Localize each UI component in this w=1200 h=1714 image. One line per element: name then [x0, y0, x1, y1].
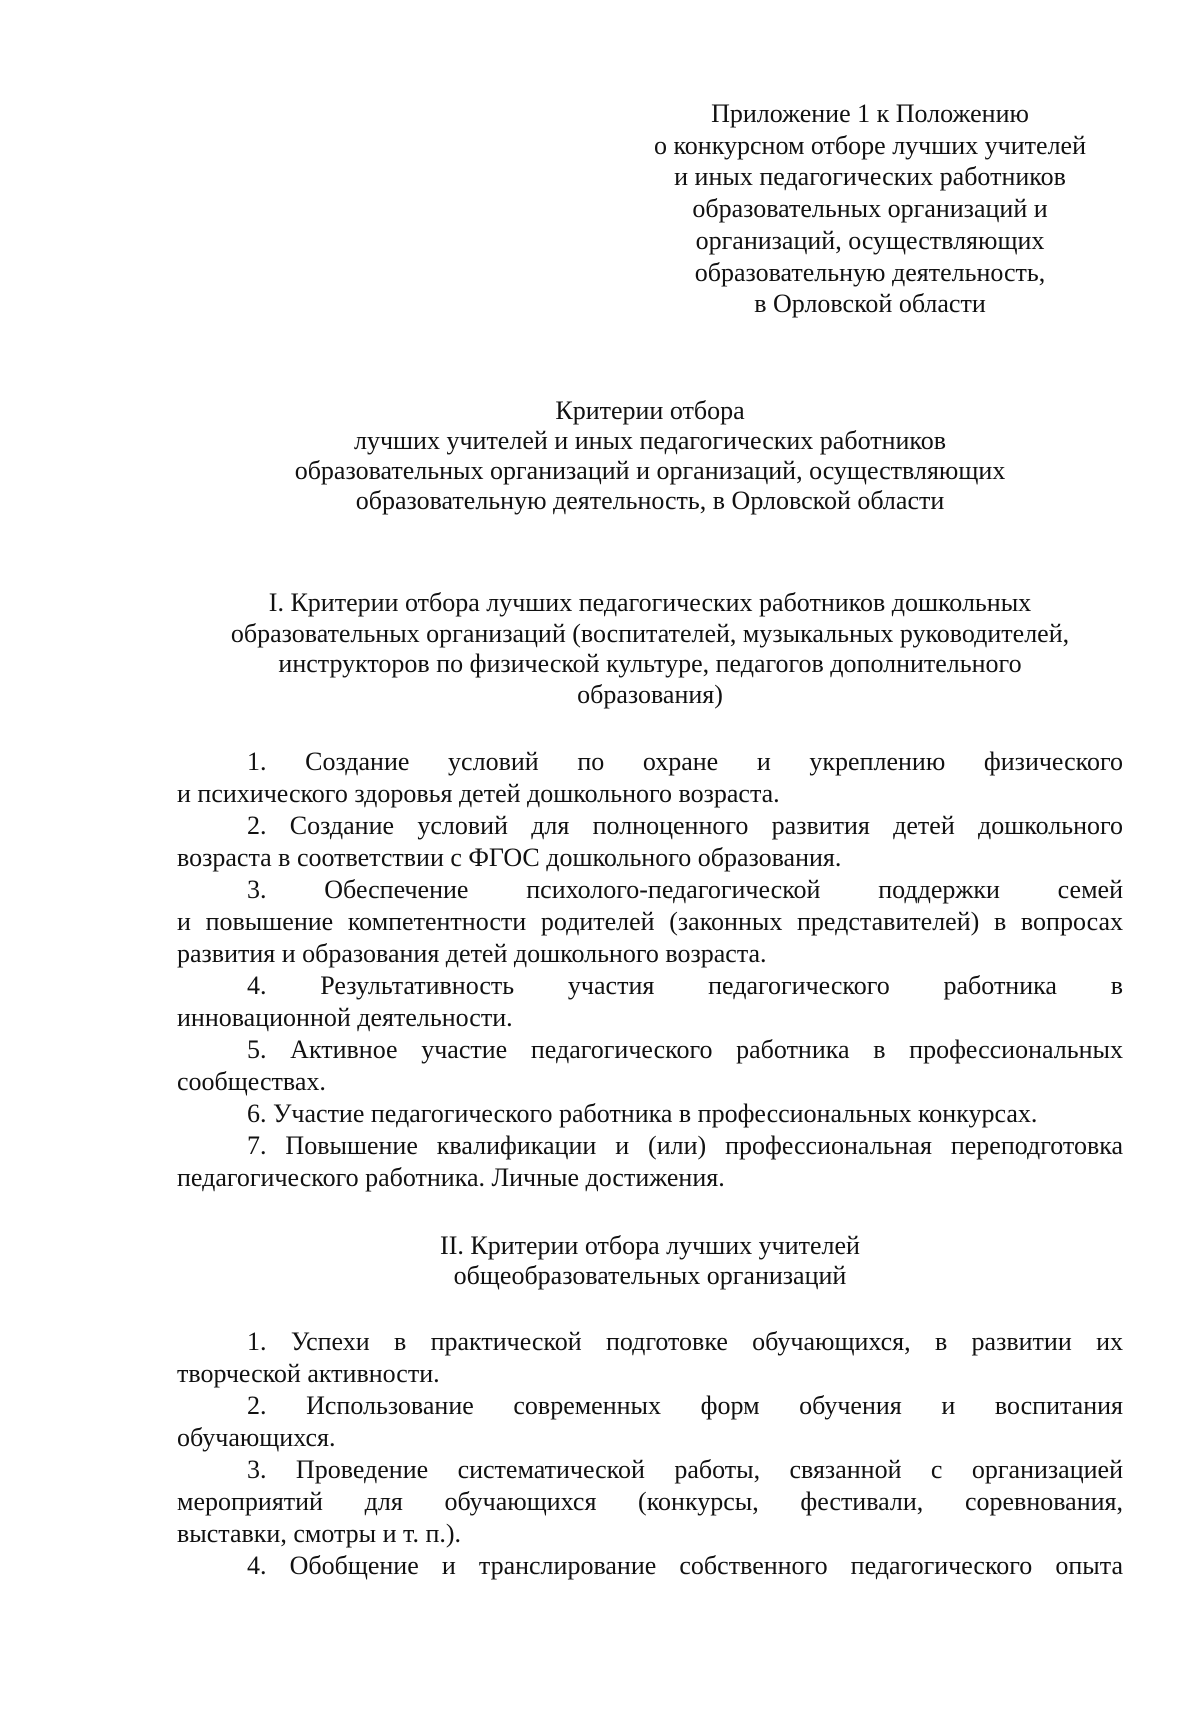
appendix-header [620, 98, 1120, 320]
criterion-item [177, 1550, 1123, 1582]
title-line: лучших учителей и иных педагогических работников [353, 426, 947, 455]
criterion-item [177, 1454, 1123, 1550]
criterion-line: 3. Проведение систематической работы, связанной с организацией [247, 1455, 1123, 1484]
criterion-line: 1. Успехи в практической подготовке обучающихся, в развитии их [247, 1327, 1123, 1356]
title-line: образовательную деятельность, в Орловской области [355, 486, 945, 515]
section-heading-line: образования) [577, 679, 723, 709]
criterion-line: 4. Результативность участия педагогического работника в [247, 971, 1123, 1000]
section-heading-line: II. Критерии отбора лучших учителей [440, 1231, 860, 1260]
criterion-line: 7. Повышение квалификации и (или) профессиональная переподготовка [247, 1131, 1123, 1160]
criterion-item [177, 746, 1123, 810]
appendix-line: организаций, осуществляющих [695, 225, 1045, 255]
criterion-item [177, 1390, 1123, 1454]
criterion-line: 2. Создание условий для полноценного развития детей дошкольного [247, 811, 1123, 840]
appendix-line: в Орловской области [754, 289, 986, 319]
criterion-line: сообществах. [177, 1067, 326, 1096]
criterion-item [177, 1098, 1123, 1130]
criterion-line: творческой активности. [177, 1359, 440, 1388]
document-title [200, 396, 1100, 516]
criterion-line: 6. Участие педагогического работника в профессиональных конкурсах. [247, 1099, 1038, 1128]
section-heading-line: инструкторов по физической культуре, педагогов дополнительного [278, 649, 1022, 678]
criterion-line: и психического здоровья детей дошкольного возраста. [177, 779, 780, 808]
appendix-line: образовательную деятельность, [694, 257, 1046, 287]
criterion-line: 2. Использование современных форм обучения и воспитания [247, 1391, 1123, 1420]
section-heading-line: образовательных организаций (воспитателей, музыкальных руководителей, [230, 618, 1070, 648]
title-line: Критерии отбора [555, 396, 745, 425]
criterion-item [177, 874, 1123, 970]
criterion-line: выставки, смотры и т. п.). [177, 1519, 462, 1548]
section-2-criteria-list [177, 1326, 1123, 1582]
appendix-line: образовательных организаций и [692, 194, 1048, 224]
criterion-line: педагогического работника. Личные достижения. [177, 1163, 725, 1192]
criterion-line: 1. Создание условий по охране и укреплению физического [247, 747, 1123, 776]
criterion-item [177, 1326, 1123, 1390]
section-1-heading [150, 588, 1150, 710]
criterion-item [177, 970, 1123, 1034]
title-line: образовательных организаций и организаций, осуществляющих [294, 456, 1006, 485]
criterion-item [177, 1130, 1123, 1194]
criterion-line: инновационной деятельности. [177, 1003, 513, 1032]
criterion-item [177, 810, 1123, 874]
section-2-heading [350, 1231, 950, 1291]
section-heading-line: общеобразовательных организаций [453, 1261, 847, 1290]
criterion-line: 3. Обеспечение психолого-педагогической поддержки семей [247, 875, 1123, 904]
criterion-line: возраста в соответствии с ФГОС дошкольного образования. [177, 843, 842, 872]
criterion-line: и повышение компетентности родителей (законных представителей) в вопросах [177, 907, 1123, 936]
section-heading-line: I. Критерии отбора лучших педагогических работников дошкольных [268, 588, 1032, 617]
appendix-line: и иных педагогических работников [674, 162, 1066, 192]
section-1-criteria-list [177, 746, 1123, 1194]
appendix-line: Приложение 1 к Положению [711, 99, 1029, 128]
criterion-line: обучающихся. [177, 1423, 336, 1452]
criterion-line: развития и образования детей дошкольного возраста. [177, 939, 767, 968]
appendix-line: о конкурсном отборе лучших учителей [654, 130, 1086, 160]
criterion-line: мероприятий для обучающихся (конкурсы, фестивали, соревнования, [177, 1487, 1123, 1516]
criterion-line: 5. Активное участие педагогического работника в профессиональных [247, 1035, 1123, 1064]
criterion-line: 4. Обобщение и транслирование собственного педагогического опыта [247, 1551, 1123, 1580]
criterion-item [177, 1034, 1123, 1098]
